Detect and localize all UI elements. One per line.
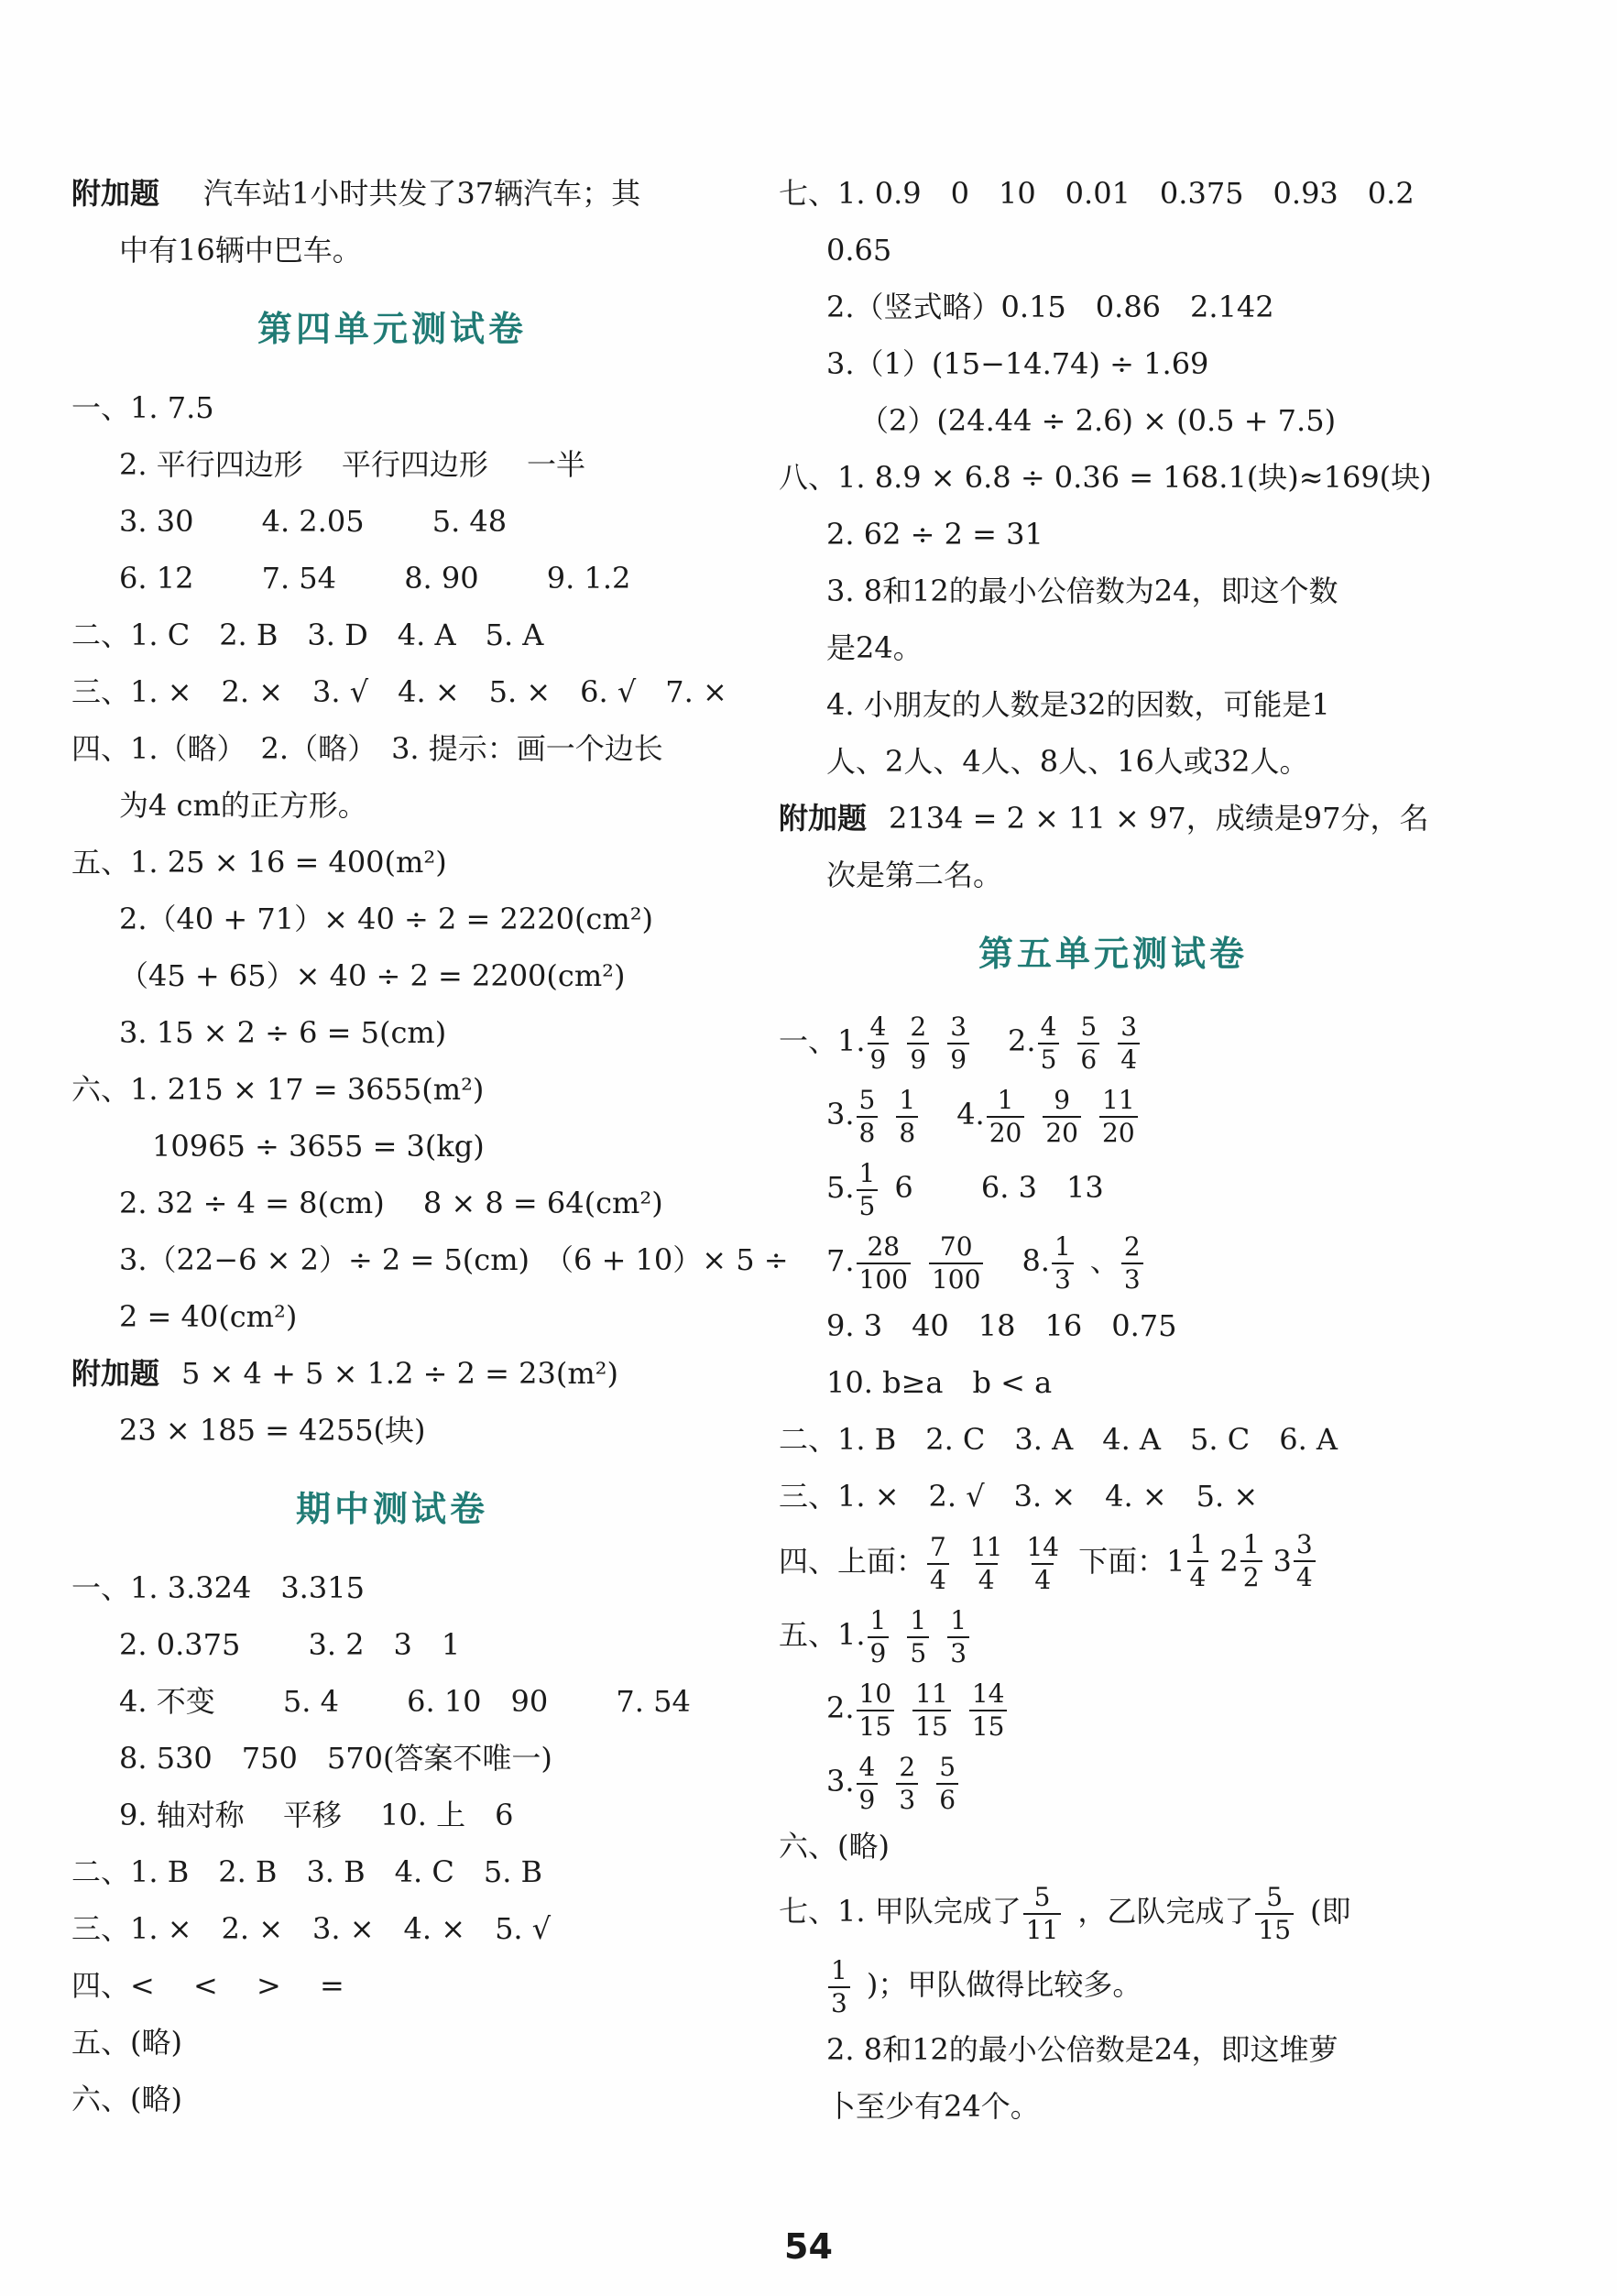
fraction <box>1099 1084 1138 1148</box>
fraction-group <box>855 1671 1024 1744</box>
answer-line: 七、1. 0.9 0 10 0.01 0.375 0.93 0.2 <box>779 176 1415 211</box>
numerator: 5 <box>1033 1881 1051 1912</box>
question-number: 四、上面： <box>779 1544 926 1579</box>
denominator: 4 <box>1118 1043 1140 1073</box>
fraction <box>936 1751 958 1815</box>
bonus-label: 附加题 <box>779 801 868 836</box>
question-number: 3. <box>826 1097 855 1132</box>
separator: 、 <box>1089 1243 1120 1278</box>
fraction <box>929 1230 983 1295</box>
denominator: 15 <box>969 1710 1008 1740</box>
bonus-text-2: 23 × 185 = 4255(块) <box>119 1413 426 1448</box>
answer-text: 6 6. 3 13 <box>894 1170 1104 1205</box>
whole-part: 1 <box>1166 1544 1185 1579</box>
fraction <box>987 1084 1025 1148</box>
fraction <box>826 1948 867 2021</box>
denominator: 4 <box>1294 1560 1316 1591</box>
question-number: 2. <box>1008 1023 1036 1058</box>
answer-line: 3.（1）(15−14.74) ÷ 1.69 <box>826 346 1209 381</box>
answer-line: 9. 3 40 18 16 0.75 <box>826 1308 1177 1343</box>
fraction <box>947 1011 969 1075</box>
answer-line-fractions <box>779 1948 1448 2021</box>
midterm-title: 期中测试卷 <box>295 1489 488 1529</box>
fraction <box>1043 1084 1081 1148</box>
numerator: 1 <box>1054 1230 1071 1262</box>
fraction <box>857 1230 911 1295</box>
answer-line: 六、(略) <box>779 1829 890 1864</box>
numerator: 1 <box>910 1604 927 1635</box>
numerator: 7 <box>930 1531 946 1562</box>
answer-line: 2 = 40(cm²) <box>119 1299 298 1334</box>
fraction <box>857 1678 895 1742</box>
question-number: 3. <box>826 1764 855 1799</box>
answer-text: ，乙队完成了 <box>1077 1894 1254 1929</box>
answer-line: 五、(略) <box>71 2025 182 2060</box>
fraction-group <box>855 1744 975 1818</box>
numerator: 1 <box>1242 1529 1260 1559</box>
answer-line: 三、1. × 2. × 3. × 4. × 5. √ <box>71 1911 552 1946</box>
unit4-title: 第四单元测试卷 <box>257 309 527 349</box>
denominator: 3 <box>947 1636 969 1667</box>
answer-line-fractions <box>779 1004 1448 1077</box>
denominator: 9 <box>907 1043 929 1073</box>
answer-line: 0.65 <box>826 233 892 268</box>
answer-line: 三、1. × 2. √ 3. × 4. × 5. × <box>779 1479 1259 1514</box>
numerator: 4 <box>869 1011 887 1042</box>
fraction-group <box>866 1004 986 1077</box>
unit4-bonus <box>71 1345 713 1402</box>
answer-line: 四、< < > = <box>71 1968 344 2003</box>
answer-line: 2.（40 + 71）× 40 ÷ 2 = 2220(cm²) <box>119 902 654 936</box>
denominator: 5 <box>907 1636 929 1667</box>
denominator: 9 <box>868 1636 890 1667</box>
numerator: 1 <box>997 1084 1014 1115</box>
denominator: 100 <box>929 1263 983 1293</box>
bonus-text: 5 × 4 + 5 × 1.2 ÷ 2 = 23(m²) <box>181 1356 618 1391</box>
bonus-text-2: 中有16辆中巴车。 <box>119 233 362 268</box>
numerator: 5 <box>939 1751 956 1782</box>
fraction <box>857 1157 879 1221</box>
fraction-group <box>866 1598 986 1671</box>
denominator: 11 <box>1023 1913 1062 1943</box>
fraction <box>1052 1230 1074 1295</box>
numerator: 2 <box>910 1011 927 1042</box>
answer-line: 9. 轴对称 平移 10. 上 6 <box>119 1798 514 1832</box>
numerator: 9 <box>1054 1084 1071 1115</box>
unit5-title: 第五单元测试卷 <box>978 934 1248 974</box>
bonus-question <box>71 165 713 222</box>
bonus-question <box>779 790 1448 847</box>
fraction <box>1022 1875 1078 1948</box>
fraction-group <box>855 1224 1000 1297</box>
numerator: 1 <box>831 1954 847 1985</box>
answer-line: 卜至少有24个。 <box>826 2089 1040 2124</box>
mixed-number <box>1219 1525 1262 1598</box>
denominator: 100 <box>857 1263 911 1293</box>
fraction <box>896 1751 918 1815</box>
answer-line: 8. 530 750 570(答案不唯一) <box>119 1741 552 1776</box>
numerator: 1 <box>1189 1529 1207 1559</box>
question-number: 2. <box>826 1690 855 1725</box>
question-number: 五、1. <box>779 1617 866 1652</box>
fraction <box>1118 1011 1140 1075</box>
answer-line: 是24。 <box>826 630 923 665</box>
fraction <box>828 1954 850 2018</box>
fraction <box>1023 1881 1062 1945</box>
answer-line-fractions <box>779 1598 1448 1671</box>
answer-text: )；甲队做得比较多。 <box>866 1967 1142 2002</box>
numerator: 11 <box>1102 1084 1135 1115</box>
denominator: 15 <box>857 1710 895 1740</box>
denominator: 8 <box>857 1116 879 1146</box>
fraction <box>1077 1011 1099 1075</box>
answer-text: 下面： <box>1078 1544 1167 1579</box>
answer-line: 为4 cm的正方形。 <box>119 788 367 823</box>
right-column <box>779 165 1448 2135</box>
answer-line: 2. 0.375 3. 2 3 1 <box>119 1627 461 1662</box>
denominator: 9 <box>857 1783 879 1813</box>
answer-line: 二、1. C 2. B 3. D 4. A 5. A <box>71 618 544 652</box>
answer-line: 2. 平行四边形 平行四边形 一半 <box>119 447 586 482</box>
numerator: 14 <box>971 1678 1005 1709</box>
bonus-text-2: 次是第二名。 <box>826 858 1003 892</box>
answer-line: 人、2人、4人、8人、16人或32人。 <box>826 744 1309 779</box>
answer-text: (即 <box>1310 1894 1351 1929</box>
numerator: 4 <box>858 1751 876 1782</box>
fraction <box>857 1751 879 1815</box>
denominator: 6 <box>1077 1043 1099 1073</box>
denominator: 2 <box>1240 1560 1262 1591</box>
numerator: 4 <box>1040 1011 1057 1042</box>
denominator: 3 <box>828 1986 850 2017</box>
answer-text: 七、1. 甲队完成了 <box>779 1894 1022 1929</box>
numerator: 70 <box>939 1230 973 1262</box>
denominator: 4 <box>1032 1563 1054 1593</box>
fraction <box>896 1084 918 1148</box>
answer-line-fractions <box>779 1671 1448 1744</box>
numerator: 3 <box>1295 1529 1313 1559</box>
numerator: 11 <box>915 1678 948 1709</box>
numerator: 5 <box>858 1084 876 1115</box>
numerator: 1 <box>858 1157 876 1188</box>
numerator: 3 <box>950 1011 967 1042</box>
fraction <box>868 1604 890 1668</box>
answer-line: 3. 8和12的最小公倍数为24，即这个数 <box>826 574 1338 608</box>
fraction-group <box>925 1525 1078 1598</box>
answer-line: 10. b≥a b < a <box>826 1365 1053 1400</box>
bonus-text: 汽车站1小时共发了37辆汽车；其 <box>203 176 641 211</box>
fraction <box>967 1531 1006 1595</box>
denominator: 20 <box>1099 1116 1138 1146</box>
bonus-text: 2134 = 2 × 11 × 97，成绩是97分，名 <box>889 801 1429 836</box>
answer-line: 一、1. 7.5 <box>71 390 214 425</box>
answer-line-fractions <box>779 1224 1448 1297</box>
fraction <box>1187 1529 1209 1592</box>
answer-line: 2. 32 ÷ 4 = 8(cm) 8 × 8 = 64(cm²) <box>119 1186 663 1220</box>
answer-line: （2）(24.44 ÷ 2.6) × (0.5 + 7.5) <box>859 403 1337 438</box>
denominator: 3 <box>1052 1263 1074 1293</box>
answer-line: 五、1. 25 × 16 = 400(m²) <box>71 845 447 880</box>
denominator: 20 <box>1043 1116 1081 1146</box>
numerator: 2 <box>899 1751 916 1782</box>
numerator: 10 <box>858 1678 892 1709</box>
answer-line: 4. 小朋友的人数是32的因数，可能是1 <box>826 687 1330 722</box>
numerator: 1 <box>869 1604 887 1635</box>
denominator: 6 <box>936 1783 958 1813</box>
fraction <box>1294 1529 1316 1592</box>
answer-line-fractions <box>779 1875 1448 1948</box>
bonus-label: 附加题 <box>71 176 160 211</box>
answer-line: 六、(略) <box>71 2082 182 2116</box>
fraction-group <box>985 1077 1154 1151</box>
answer-line: 6. 12 7. 54 8. 90 9. 1.2 <box>119 561 631 596</box>
numerator: 5 <box>1266 1881 1284 1912</box>
numerator: 11 <box>969 1531 1003 1562</box>
denominator: 15 <box>1255 1913 1294 1943</box>
page-number: 54 <box>784 2226 833 2267</box>
fraction-group <box>1050 1224 1160 1297</box>
numerator: 1 <box>899 1084 916 1115</box>
answer-line: 3. 30 4. 2.05 5. 48 <box>119 504 508 539</box>
answer-line-fractions <box>779 1525 1448 1598</box>
question-number: 4. <box>956 1097 985 1132</box>
denominator: 15 <box>912 1710 951 1740</box>
question-number: 5. <box>826 1170 855 1205</box>
fraction <box>1240 1529 1262 1592</box>
mixed-number <box>1166 1525 1208 1598</box>
denominator: 3 <box>1121 1263 1143 1293</box>
fraction <box>907 1604 929 1668</box>
numerator: 1 <box>950 1604 967 1635</box>
fraction <box>927 1531 949 1595</box>
fraction <box>969 1678 1008 1742</box>
answer-line: 三、1. × 2. × 3. √ 4. × 5. × 6. √ 7. × <box>71 674 727 709</box>
denominator: 5 <box>857 1189 879 1219</box>
whole-part: 3 <box>1273 1544 1292 1579</box>
fraction <box>912 1678 951 1742</box>
answer-line: （45 + 65）× 40 ÷ 2 = 2200(cm²) <box>119 958 626 993</box>
answer-line: 3. 15 × 2 ÷ 6 = 5(cm) <box>119 1015 447 1050</box>
numerator: 2 <box>1123 1230 1141 1262</box>
denominator: 8 <box>896 1116 918 1146</box>
fraction <box>1255 1881 1294 1945</box>
question-number: 8. <box>1022 1243 1050 1278</box>
denominator: 5 <box>1038 1043 1060 1073</box>
fraction <box>1253 1875 1310 1948</box>
answer-line-fractions <box>779 1744 1448 1818</box>
mixed-number-group <box>1166 1525 1327 1598</box>
denominator: 4 <box>976 1563 998 1593</box>
bonus-label: 附加题 <box>71 1356 160 1391</box>
answer-line: 八、1. 8.9 × 6.8 ÷ 0.36 = 168.1(块)≈169(块) <box>779 460 1432 495</box>
answer-line: 一、1. 3.324 3.315 <box>71 1570 365 1605</box>
fraction <box>1038 1011 1060 1075</box>
denominator: 20 <box>987 1116 1025 1146</box>
left-column <box>71 165 789 2127</box>
fraction <box>1121 1230 1143 1295</box>
whole-part: 2 <box>1219 1544 1239 1579</box>
fraction-group <box>1036 1004 1156 1077</box>
answer-line: 二、1. B 2. C 3. A 4. A 5. C 6. A <box>779 1422 1338 1457</box>
denominator: 4 <box>927 1563 949 1593</box>
fraction <box>857 1084 879 1148</box>
numerator: 28 <box>867 1230 901 1262</box>
fraction-group <box>855 1077 935 1151</box>
fraction <box>868 1011 890 1075</box>
numerator: 14 <box>1026 1531 1060 1562</box>
fraction <box>1023 1531 1062 1595</box>
denominator: 3 <box>896 1783 918 1813</box>
denominator: 4 <box>1187 1560 1209 1591</box>
answer-line: 六、1. 215 × 17 = 3655(m²) <box>71 1072 485 1107</box>
answer-line: 二、1. B 2. B 3. B 4. C 5. B <box>71 1854 543 1889</box>
answer-line: 4. 不变 5. 4 6. 10 90 7. 54 <box>119 1684 691 1719</box>
numerator: 5 <box>1080 1011 1098 1042</box>
answer-line-fractions <box>779 1151 1448 1224</box>
answer-line: 3.（22−6 × 2）÷ 2 = 5(cm) （6 + 10）× 5 ÷ <box>119 1242 789 1277</box>
answer-line: 四、1.（略） 2.（略） 3. 提示：画一个边长 <box>71 731 663 766</box>
fraction <box>947 1604 969 1668</box>
answer-line: 2.（竖式略）0.15 0.86 2.142 <box>826 290 1274 324</box>
numerator: 3 <box>1120 1011 1138 1042</box>
fraction <box>907 1011 929 1075</box>
mixed-number <box>1273 1525 1316 1598</box>
question-number: 7. <box>826 1243 855 1278</box>
answer-line: 10965 ÷ 3655 = 3(kg) <box>152 1129 485 1164</box>
denominator: 9 <box>868 1043 890 1073</box>
fraction-group <box>855 1151 895 1224</box>
denominator: 9 <box>947 1043 969 1073</box>
question-number: 一、1. <box>779 1023 866 1058</box>
answer-line: 2. 8和12的最小公倍数是24，即这堆萝 <box>826 2032 1338 2067</box>
answer-line: 2. 62 ÷ 2 = 31 <box>826 517 1043 552</box>
answer-line-fractions <box>779 1077 1448 1151</box>
